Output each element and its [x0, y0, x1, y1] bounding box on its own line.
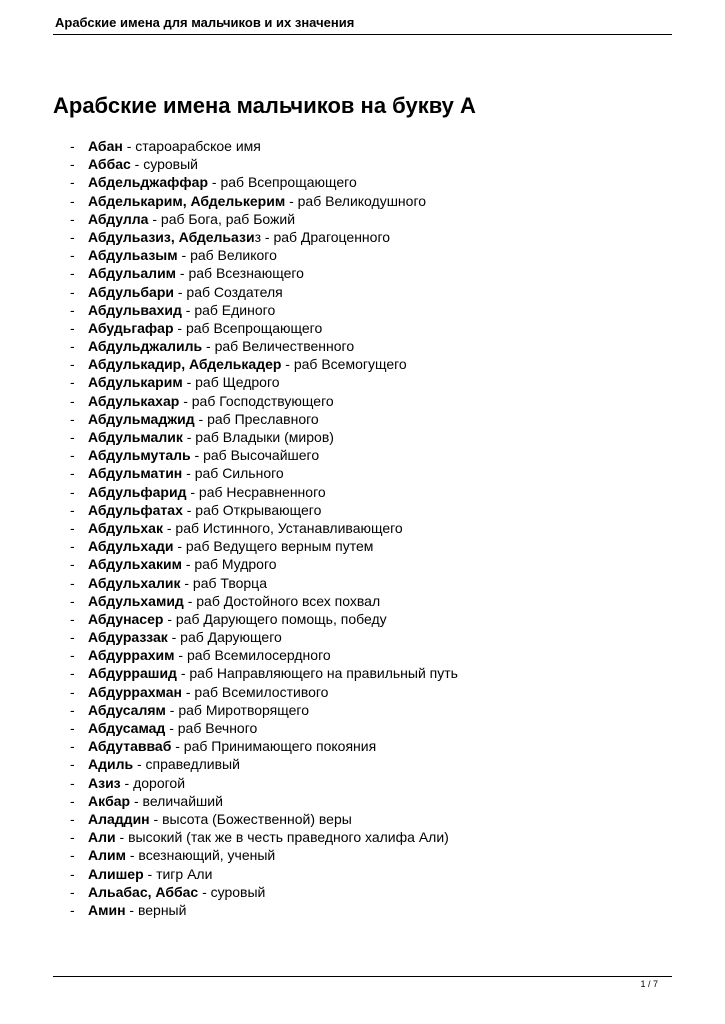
list-item	[70, 337, 458, 355]
entry-name: Абдульмаджид	[88, 410, 195, 427]
entry-name: Абдулькадир, Абделькадер	[88, 356, 282, 373]
list-item	[70, 137, 458, 155]
entry-name: Абдулькахар	[88, 392, 180, 409]
entry-name: Амин	[88, 901, 126, 918]
entry-meaning: - величайший	[130, 792, 223, 809]
entry-name: Абдульхаким	[88, 556, 182, 573]
list-item	[70, 483, 458, 501]
list-bullet: -	[70, 392, 75, 409]
entry-name: Алишер	[88, 865, 144, 882]
list-bullet: -	[70, 610, 75, 627]
list-item	[70, 883, 458, 901]
entry-meaning: - раб Несравненного	[186, 483, 326, 500]
entry-meaning: - раб Достойного всех похвал	[183, 592, 381, 609]
entry-meaning: - раб Господствующего	[179, 392, 334, 409]
entry-meaning: - староарабское имя	[122, 138, 261, 154]
entry-meaning: - раб Единого	[181, 301, 276, 318]
entry-name: Аладдин	[88, 810, 150, 827]
list-item	[70, 610, 458, 628]
entry-name: Альабас, Аббас	[88, 883, 199, 900]
entry-meaning: - раб Бога, раб Божий	[148, 210, 296, 227]
entry-meaning: - раб Вечного	[165, 720, 258, 736]
list-item	[70, 646, 458, 664]
page-number: 1 / 7	[640, 979, 658, 989]
entry-meaning: - раб Всепрощающего	[173, 319, 323, 336]
entry-name: Абдульалим	[88, 265, 177, 282]
list-bullet: -	[70, 247, 75, 264]
entry-meaning: - раб Мудрого	[181, 556, 277, 573]
list-bullet: -	[70, 519, 75, 536]
entry-name: Абдуррашид	[88, 665, 177, 682]
entry-meaning: - раб Дарующего помощь, победу	[163, 610, 387, 627]
list-bullet: -	[70, 756, 75, 773]
list-item	[70, 683, 458, 701]
list-item	[70, 901, 458, 919]
list-item	[70, 410, 458, 428]
entry-meaning: - высокий (так же в честь праведного халифа Али)	[115, 829, 449, 846]
list-bullet: -	[70, 665, 75, 682]
list-bullet: -	[70, 774, 75, 791]
entry-name: Абдуррахман	[88, 683, 182, 700]
list-bullet: -	[70, 192, 75, 209]
entry-meaning: - раб Открывающего	[182, 501, 322, 518]
entry-name: Абделькарим, Абделькерим	[88, 192, 286, 209]
entry-name: Абдульвахид	[88, 301, 182, 318]
list-item	[70, 792, 458, 810]
entry-name: Абдульхалик	[88, 574, 181, 591]
list-item	[70, 737, 458, 755]
entry-meaning: - раб Всезнающего	[176, 265, 304, 282]
entry-meaning: - раб Создателя	[173, 283, 283, 300]
entry-meaning: з - раб Драгоценного	[254, 228, 391, 245]
entry-name: Абдульбари	[88, 283, 174, 300]
list-bullet: -	[70, 720, 75, 736]
entry-name: Абдельджаффар	[88, 174, 209, 191]
entry-meaning: - верный	[125, 901, 187, 918]
list-item	[70, 210, 458, 228]
list-item	[70, 537, 458, 555]
list-item	[70, 464, 458, 482]
list-item	[70, 810, 458, 828]
entry-meaning: - высота (Божественной) веры	[149, 810, 352, 827]
entry-meaning: - раб Высочайшего	[190, 447, 320, 464]
list-item	[70, 865, 458, 883]
entry-meaning: - раб Творца	[180, 574, 267, 591]
names-list	[70, 137, 458, 919]
entry-meaning: - раб Истинного, Устанавливающего	[162, 519, 403, 536]
entry-name: Абдульматин	[88, 465, 183, 482]
list-item	[70, 701, 458, 719]
entry-meaning: - всезнающий, ученый	[125, 847, 276, 864]
entry-name: Абдунасер	[88, 610, 164, 627]
entry-meaning: - раб Направляющего на правильный путь	[176, 665, 458, 682]
entry-meaning: - раб Всемилосердного	[174, 647, 331, 664]
entry-meaning: - тигр Али	[143, 865, 213, 882]
entry-name: Абдулькарим	[88, 374, 183, 391]
list-item	[70, 392, 458, 410]
list-item	[70, 574, 458, 592]
entry-name: Абдулла	[88, 210, 149, 227]
entry-meaning: - справедливый	[133, 756, 240, 773]
list-bullet: -	[70, 410, 75, 427]
list-bullet: -	[70, 810, 75, 827]
list-bullet: -	[70, 901, 75, 918]
list-item	[70, 555, 458, 573]
list-bullet: -	[70, 319, 75, 336]
entry-name: Али	[88, 829, 116, 846]
entry-meaning: - раб Принимающего покояния	[171, 738, 377, 755]
entry-meaning: - раб Миротворящего	[165, 701, 309, 718]
list-item	[70, 664, 458, 682]
entry-name: Абдульфарид	[88, 483, 187, 500]
entry-name: Абдульмуталь	[88, 447, 191, 464]
list-item	[70, 501, 458, 519]
list-bullet: -	[70, 792, 75, 809]
list-item	[70, 173, 458, 191]
footer-divider	[53, 976, 672, 977]
list-bullet: -	[70, 374, 75, 391]
entry-meaning: - раб Сильного	[182, 465, 284, 482]
list-bullet: -	[70, 865, 75, 882]
entry-name: Абдульхамид	[88, 592, 184, 609]
entry-meaning: - раб Владыки (миров)	[182, 429, 334, 445]
list-bullet: -	[70, 265, 75, 282]
list-item	[70, 719, 458, 737]
list-bullet: -	[70, 356, 75, 373]
entry-name: Алим	[88, 847, 126, 864]
entry-name: Абдуррахим	[88, 647, 175, 664]
list-bullet: -	[70, 538, 75, 555]
list-bullet: -	[70, 447, 75, 464]
list-bullet: -	[70, 174, 75, 191]
entry-name: Абдульхади	[88, 538, 174, 555]
list-bullet: -	[70, 556, 75, 573]
list-item	[70, 373, 458, 391]
entry-meaning: - суровый	[130, 156, 198, 173]
entry-name: Аббас	[88, 156, 131, 173]
list-bullet: -	[70, 574, 75, 591]
list-bullet: -	[70, 883, 75, 900]
entry-meaning: - раб Великодушного	[285, 192, 427, 209]
list-bullet: -	[70, 701, 75, 718]
entry-meaning: - раб Преславного	[194, 410, 319, 427]
list-item	[70, 755, 458, 773]
entry-name: Абдусалям	[88, 701, 166, 718]
entry-name: Абдусамад	[88, 720, 166, 736]
entry-meaning: - раб Величественного	[202, 338, 355, 355]
list-item	[70, 228, 458, 246]
entry-name: Акбар	[88, 792, 131, 809]
list-item	[70, 192, 458, 210]
list-bullet: -	[70, 847, 75, 864]
list-item	[70, 774, 458, 792]
entry-name: Абан	[88, 138, 123, 154]
list-bullet: -	[70, 647, 75, 664]
entry-meaning: - раб Всемогущего	[281, 356, 407, 373]
entry-name: Адиль	[88, 756, 134, 773]
list-item	[70, 155, 458, 173]
list-item	[70, 628, 458, 646]
list-bullet: -	[70, 829, 75, 846]
list-item	[70, 519, 458, 537]
list-bullet: -	[70, 210, 75, 227]
header-divider	[53, 34, 672, 35]
list-item	[70, 264, 458, 282]
list-item	[70, 446, 458, 464]
entry-name: Абдульджалиль	[88, 338, 203, 355]
list-item	[70, 246, 458, 264]
list-bullet: -	[70, 301, 75, 318]
entry-meaning: - раб Щедрого	[182, 374, 280, 391]
entry-name: Абудьгафар	[88, 319, 174, 336]
list-item	[70, 283, 458, 301]
list-bullet: -	[70, 592, 75, 609]
list-item	[70, 828, 458, 846]
entry-name: Азиз	[88, 774, 121, 791]
list-bullet: -	[70, 138, 75, 154]
entry-meaning: - раб Ведущего верным путем	[173, 538, 374, 555]
entry-name: Абдульфатах	[88, 501, 183, 518]
running-header: Арабские имена для мальчиков и их значения	[55, 15, 355, 30]
list-item	[70, 428, 458, 446]
list-item	[70, 592, 458, 610]
list-bullet: -	[70, 338, 75, 355]
list-bullet: -	[70, 465, 75, 482]
entry-meaning: - раб Всепрощающего	[208, 174, 357, 191]
entry-name: Абдульазиз, Абдельази	[88, 228, 255, 245]
entry-meaning: - раб Великого	[177, 247, 277, 264]
list-bullet: -	[70, 283, 75, 300]
entry-meaning: - раб Дарующего	[167, 629, 282, 646]
list-bullet: -	[70, 429, 75, 445]
entry-name: Абдураззак	[88, 629, 168, 646]
entry-name: Абдульмалик	[88, 429, 183, 445]
list-bullet: -	[70, 738, 75, 755]
entry-meaning: - раб Всемилостивого	[181, 683, 329, 700]
list-bullet: -	[70, 501, 75, 518]
list-item	[70, 319, 458, 337]
entry-name: Абдульхак	[88, 519, 163, 536]
list-bullet: -	[70, 483, 75, 500]
list-bullet: -	[70, 629, 75, 646]
entry-name: Абдутавваб	[88, 738, 172, 755]
list-item	[70, 846, 458, 864]
list-item	[70, 301, 458, 319]
page-title: Арабские имена мальчиков на букву А	[53, 93, 476, 118]
list-item	[70, 355, 458, 373]
entry-meaning: - дорогой	[120, 774, 186, 791]
list-bullet: -	[70, 228, 75, 245]
entry-name: Абдульазым	[88, 247, 178, 264]
list-bullet: -	[70, 683, 75, 700]
entry-meaning: - суровый	[198, 883, 266, 900]
list-bullet: -	[70, 156, 75, 173]
